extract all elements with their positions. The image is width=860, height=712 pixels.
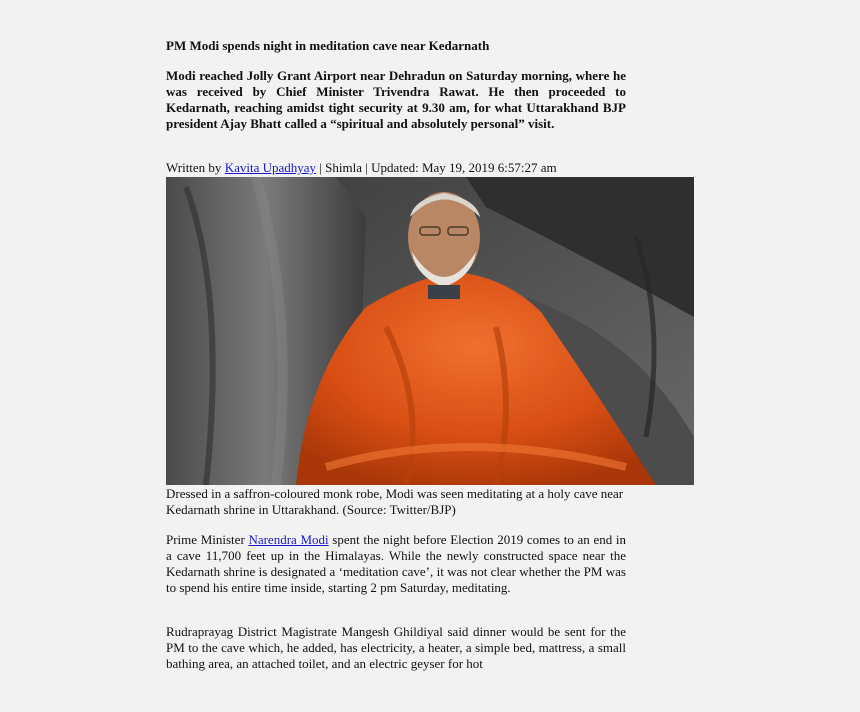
paragraph-text: Prime Minister — [166, 532, 249, 547]
article-photo — [166, 177, 694, 485]
paragraph-text: spent the night before Election 2019 comes to an end in a cave 11,700 feet up in the Himalayas. While the newly constructed space near the Kedarnath shrine is designated a ‘meditation cave’, it was not clear whether the PM was to spend his entire time inside, starting 2 pm Saturday, meditating. — [166, 532, 626, 595]
byline — [166, 160, 626, 176]
byline-suffix: | Shimla | Updated: May 19, 2019 6:57:27 am — [316, 160, 557, 175]
article-paragraph-1 — [166, 532, 626, 596]
article-paragraph-2: Rudraprayag District Magistrate Mangesh Ghildiyal said dinner would be sent for the PM to the cave which, he added, has electricity, a heater, a simple bed, mattress, a small bathing area, an attached toilet, and an electric geyser for hot — [166, 624, 626, 671]
meditating-man-in-cave-image — [166, 177, 694, 485]
photo-caption: Dressed in a saffron-coloured monk robe, Modi was seen meditating at a holy cave near Kedarnath shrine in Uttarakhand. (Source: Twitter/BJP) — [166, 486, 624, 517]
byline-prefix: Written by — [166, 160, 225, 175]
article-headline: PM Modi spends night in meditation cave near Kedarnath — [166, 38, 490, 53]
narendra-modi-link[interactable]: Narendra Modi — [248, 532, 329, 547]
article-lede: Modi reached Jolly Grant Airport near Dehradun on Saturday morning, where he was received by Chief Minister Trivendra Rawat. He then proceeded to Kedarnath, reaching amidst tight security at 9.30 am, for what Uttarakhand BJP president Ajay Bhatt called a “spiritual and absolutely personal” visit. — [166, 68, 626, 131]
author-link[interactable]: Kavita Upadhyay — [224, 160, 317, 175]
